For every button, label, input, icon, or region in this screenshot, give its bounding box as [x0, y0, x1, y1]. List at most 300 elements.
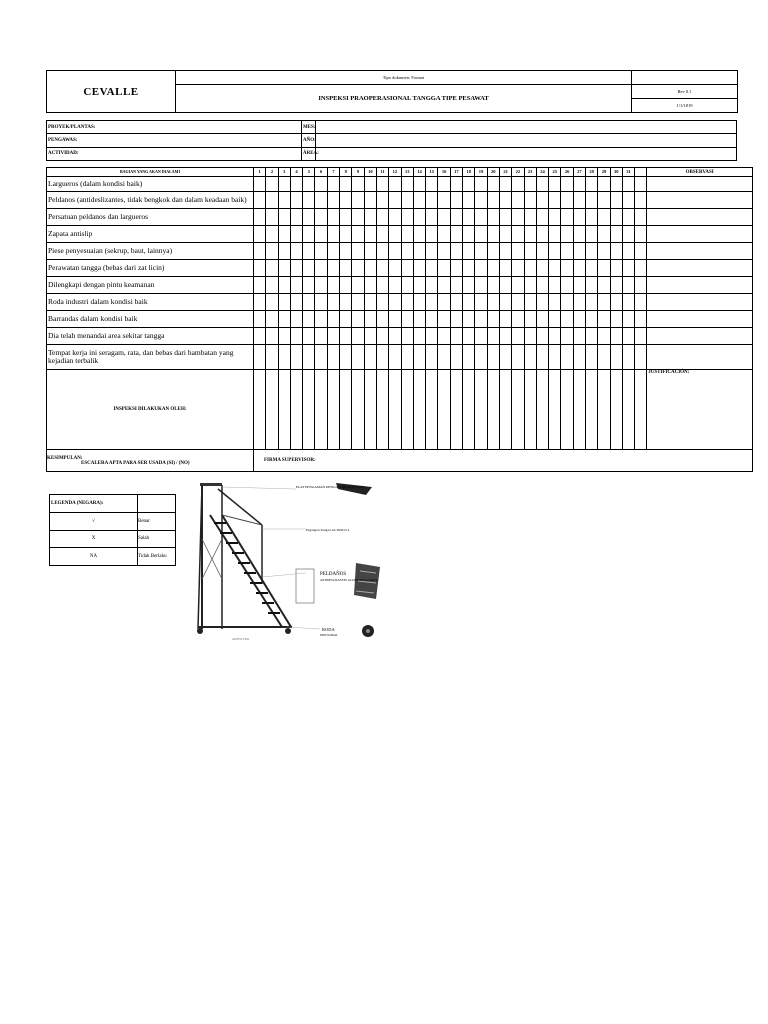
- day-check-cell[interactable]: [278, 226, 290, 243]
- day-check-cell[interactable]: [561, 226, 573, 243]
- day-check-cell[interactable]: [598, 226, 610, 243]
- day-check-cell[interactable]: [635, 328, 647, 345]
- day-check-cell[interactable]: [586, 192, 598, 209]
- day-check-cell[interactable]: [622, 243, 634, 260]
- day-check-cell[interactable]: [364, 226, 376, 243]
- day-check-cell[interactable]: [413, 277, 425, 294]
- day-check-cell[interactable]: [401, 226, 413, 243]
- day-check-cell[interactable]: [303, 177, 315, 192]
- day-check-cell[interactable]: [573, 294, 585, 311]
- day-check-cell[interactable]: [340, 277, 352, 294]
- day-check-cell[interactable]: [254, 226, 266, 243]
- day-check-cell[interactable]: [561, 209, 573, 226]
- day-check-cell[interactable]: [303, 294, 315, 311]
- day-check-cell[interactable]: [315, 192, 327, 209]
- inspector-signature-cell[interactable]: [327, 370, 339, 450]
- day-check-cell[interactable]: [290, 226, 302, 243]
- day-check-cell[interactable]: [266, 328, 278, 345]
- day-check-cell[interactable]: [364, 345, 376, 370]
- inspector-signature-cell[interactable]: [303, 370, 315, 450]
- observation-cell[interactable]: [647, 294, 753, 311]
- day-check-cell[interactable]: [315, 177, 327, 192]
- day-check-cell[interactable]: [499, 328, 511, 345]
- day-check-cell[interactable]: [524, 260, 536, 277]
- day-check-cell[interactable]: [586, 260, 598, 277]
- day-check-cell[interactable]: [487, 277, 499, 294]
- day-check-cell[interactable]: [438, 226, 450, 243]
- day-check-cell[interactable]: [376, 345, 388, 370]
- day-check-cell[interactable]: [340, 243, 352, 260]
- day-check-cell[interactable]: [303, 328, 315, 345]
- day-check-cell[interactable]: [487, 226, 499, 243]
- day-check-cell[interactable]: [512, 226, 524, 243]
- day-check-cell[interactable]: [561, 294, 573, 311]
- inspector-signature-cell[interactable]: [573, 370, 585, 450]
- day-check-cell[interactable]: [438, 192, 450, 209]
- day-check-cell[interactable]: [266, 294, 278, 311]
- day-check-cell[interactable]: [327, 192, 339, 209]
- day-check-cell[interactable]: [389, 277, 401, 294]
- day-check-cell[interactable]: [475, 192, 487, 209]
- day-check-cell[interactable]: [561, 243, 573, 260]
- day-check-cell[interactable]: [635, 277, 647, 294]
- day-check-cell[interactable]: [463, 209, 475, 226]
- day-check-cell[interactable]: [290, 209, 302, 226]
- day-check-cell[interactable]: [598, 177, 610, 192]
- day-check-cell[interactable]: [536, 209, 548, 226]
- day-check-cell[interactable]: [413, 192, 425, 209]
- day-check-cell[interactable]: [426, 226, 438, 243]
- day-check-cell[interactable]: [635, 294, 647, 311]
- day-check-cell[interactable]: [401, 294, 413, 311]
- observation-cell[interactable]: [647, 243, 753, 260]
- day-check-cell[interactable]: [622, 209, 634, 226]
- day-check-cell[interactable]: [438, 243, 450, 260]
- day-check-cell[interactable]: [524, 294, 536, 311]
- day-check-cell[interactable]: [254, 192, 266, 209]
- day-check-cell[interactable]: [290, 311, 302, 328]
- day-check-cell[interactable]: [413, 345, 425, 370]
- day-check-cell[interactable]: [376, 311, 388, 328]
- day-check-cell[interactable]: [278, 311, 290, 328]
- day-check-cell[interactable]: [586, 311, 598, 328]
- day-check-cell[interactable]: [413, 260, 425, 277]
- day-check-cell[interactable]: [475, 345, 487, 370]
- day-check-cell[interactable]: [401, 277, 413, 294]
- day-check-cell[interactable]: [413, 177, 425, 192]
- day-check-cell[interactable]: [413, 209, 425, 226]
- day-check-cell[interactable]: [573, 345, 585, 370]
- day-check-cell[interactable]: [438, 260, 450, 277]
- day-check-cell[interactable]: [266, 260, 278, 277]
- day-check-cell[interactable]: [573, 177, 585, 192]
- day-check-cell[interactable]: [463, 177, 475, 192]
- day-check-cell[interactable]: [327, 345, 339, 370]
- day-check-cell[interactable]: [376, 243, 388, 260]
- day-check-cell[interactable]: [376, 328, 388, 345]
- day-check-cell[interactable]: [622, 294, 634, 311]
- day-check-cell[interactable]: [401, 243, 413, 260]
- day-check-cell[interactable]: [315, 345, 327, 370]
- day-check-cell[interactable]: [475, 328, 487, 345]
- day-check-cell[interactable]: [278, 260, 290, 277]
- day-check-cell[interactable]: [499, 294, 511, 311]
- day-check-cell[interactable]: [303, 260, 315, 277]
- day-check-cell[interactable]: [573, 243, 585, 260]
- day-check-cell[interactable]: [450, 260, 462, 277]
- day-check-cell[interactable]: [512, 209, 524, 226]
- day-check-cell[interactable]: [364, 209, 376, 226]
- day-check-cell[interactable]: [549, 311, 561, 328]
- day-check-cell[interactable]: [376, 209, 388, 226]
- inspector-signature-cell[interactable]: [352, 370, 364, 450]
- day-check-cell[interactable]: [352, 277, 364, 294]
- day-check-cell[interactable]: [413, 294, 425, 311]
- day-check-cell[interactable]: [376, 192, 388, 209]
- day-check-cell[interactable]: [389, 294, 401, 311]
- day-check-cell[interactable]: [598, 345, 610, 370]
- day-check-cell[interactable]: [499, 209, 511, 226]
- day-check-cell[interactable]: [290, 260, 302, 277]
- day-check-cell[interactable]: [438, 311, 450, 328]
- day-check-cell[interactable]: [266, 192, 278, 209]
- day-check-cell[interactable]: [426, 192, 438, 209]
- day-check-cell[interactable]: [536, 177, 548, 192]
- day-check-cell[interactable]: [254, 294, 266, 311]
- day-check-cell[interactable]: [438, 277, 450, 294]
- day-check-cell[interactable]: [487, 311, 499, 328]
- day-check-cell[interactable]: [622, 277, 634, 294]
- day-check-cell[interactable]: [438, 328, 450, 345]
- day-check-cell[interactable]: [315, 277, 327, 294]
- day-check-cell[interactable]: [278, 209, 290, 226]
- day-check-cell[interactable]: [364, 260, 376, 277]
- inspector-signature-cell[interactable]: [561, 370, 573, 450]
- day-check-cell[interactable]: [352, 226, 364, 243]
- day-check-cell[interactable]: [586, 209, 598, 226]
- day-check-cell[interactable]: [254, 209, 266, 226]
- day-check-cell[interactable]: [475, 177, 487, 192]
- day-check-cell[interactable]: [327, 226, 339, 243]
- day-check-cell[interactable]: [266, 177, 278, 192]
- day-check-cell[interactable]: [278, 277, 290, 294]
- day-check-cell[interactable]: [536, 277, 548, 294]
- day-check-cell[interactable]: [364, 294, 376, 311]
- day-check-cell[interactable]: [327, 294, 339, 311]
- day-check-cell[interactable]: [487, 260, 499, 277]
- day-check-cell[interactable]: [524, 243, 536, 260]
- day-check-cell[interactable]: [290, 345, 302, 370]
- inspector-signature-cell[interactable]: [290, 370, 302, 450]
- day-check-cell[interactable]: [315, 294, 327, 311]
- inspector-signature-cell[interactable]: [254, 370, 266, 450]
- inspector-signature-cell[interactable]: [549, 370, 561, 450]
- day-check-cell[interactable]: [426, 294, 438, 311]
- day-check-cell[interactable]: [610, 192, 622, 209]
- day-check-cell[interactable]: [450, 328, 462, 345]
- day-check-cell[interactable]: [463, 345, 475, 370]
- day-check-cell[interactable]: [487, 192, 499, 209]
- day-check-cell[interactable]: [278, 345, 290, 370]
- day-check-cell[interactable]: [463, 328, 475, 345]
- day-check-cell[interactable]: [635, 177, 647, 192]
- day-check-cell[interactable]: [610, 177, 622, 192]
- day-check-cell[interactable]: [389, 177, 401, 192]
- day-check-cell[interactable]: [499, 243, 511, 260]
- day-check-cell[interactable]: [364, 311, 376, 328]
- day-check-cell[interactable]: [598, 311, 610, 328]
- day-check-cell[interactable]: [475, 294, 487, 311]
- day-check-cell[interactable]: [290, 192, 302, 209]
- day-check-cell[interactable]: [499, 311, 511, 328]
- day-check-cell[interactable]: [499, 177, 511, 192]
- inspector-signature-cell[interactable]: [487, 370, 499, 450]
- day-check-cell[interactable]: [352, 192, 364, 209]
- day-check-cell[interactable]: [635, 311, 647, 328]
- day-check-cell[interactable]: [450, 177, 462, 192]
- day-check-cell[interactable]: [635, 192, 647, 209]
- day-check-cell[interactable]: [512, 243, 524, 260]
- day-check-cell[interactable]: [586, 226, 598, 243]
- day-check-cell[interactable]: [376, 294, 388, 311]
- day-check-cell[interactable]: [376, 260, 388, 277]
- inspector-signature-cell[interactable]: [635, 370, 647, 450]
- day-check-cell[interactable]: [622, 345, 634, 370]
- day-check-cell[interactable]: [586, 294, 598, 311]
- day-check-cell[interactable]: [512, 177, 524, 192]
- day-check-cell[interactable]: [290, 177, 302, 192]
- day-check-cell[interactable]: [463, 277, 475, 294]
- day-check-cell[interactable]: [512, 294, 524, 311]
- day-check-cell[interactable]: [266, 277, 278, 294]
- day-check-cell[interactable]: [266, 311, 278, 328]
- day-check-cell[interactable]: [450, 277, 462, 294]
- day-check-cell[interactable]: [450, 209, 462, 226]
- day-check-cell[interactable]: [487, 209, 499, 226]
- inspector-signature-cell[interactable]: [598, 370, 610, 450]
- day-check-cell[interactable]: [401, 209, 413, 226]
- day-check-cell[interactable]: [536, 328, 548, 345]
- day-check-cell[interactable]: [413, 328, 425, 345]
- supervisor-signature-label[interactable]: FIRMA SUPERVISOR:: [254, 450, 753, 472]
- day-check-cell[interactable]: [401, 328, 413, 345]
- conclusion-cell[interactable]: [47, 450, 254, 472]
- day-check-cell[interactable]: [438, 294, 450, 311]
- day-check-cell[interactable]: [254, 328, 266, 345]
- day-check-cell[interactable]: [524, 226, 536, 243]
- day-check-cell[interactable]: [426, 345, 438, 370]
- day-check-cell[interactable]: [278, 294, 290, 311]
- day-check-cell[interactable]: [327, 328, 339, 345]
- day-check-cell[interactable]: [413, 243, 425, 260]
- day-check-cell[interactable]: [536, 311, 548, 328]
- observation-cell[interactable]: [647, 260, 753, 277]
- observation-cell[interactable]: [647, 345, 753, 370]
- inspector-signature-cell[interactable]: [586, 370, 598, 450]
- day-check-cell[interactable]: [327, 177, 339, 192]
- day-check-cell[interactable]: [622, 328, 634, 345]
- day-check-cell[interactable]: [536, 192, 548, 209]
- day-check-cell[interactable]: [340, 294, 352, 311]
- day-check-cell[interactable]: [499, 345, 511, 370]
- day-check-cell[interactable]: [254, 243, 266, 260]
- day-check-cell[interactable]: [315, 209, 327, 226]
- day-check-cell[interactable]: [573, 209, 585, 226]
- day-check-cell[interactable]: [303, 277, 315, 294]
- day-check-cell[interactable]: [573, 226, 585, 243]
- inspector-signature-cell[interactable]: [364, 370, 376, 450]
- day-check-cell[interactable]: [364, 243, 376, 260]
- day-check-cell[interactable]: [512, 277, 524, 294]
- day-check-cell[interactable]: [254, 260, 266, 277]
- day-check-cell[interactable]: [327, 277, 339, 294]
- day-check-cell[interactable]: [254, 177, 266, 192]
- day-check-cell[interactable]: [463, 226, 475, 243]
- day-check-cell[interactable]: [315, 226, 327, 243]
- day-check-cell[interactable]: [487, 243, 499, 260]
- day-check-cell[interactable]: [303, 345, 315, 370]
- day-check-cell[interactable]: [573, 192, 585, 209]
- day-check-cell[interactable]: [499, 260, 511, 277]
- day-check-cell[interactable]: [475, 260, 487, 277]
- observation-cell[interactable]: [647, 328, 753, 345]
- day-check-cell[interactable]: [598, 209, 610, 226]
- inspector-signature-cell[interactable]: [450, 370, 462, 450]
- day-check-cell[interactable]: [364, 328, 376, 345]
- day-check-cell[interactable]: [352, 311, 364, 328]
- day-check-cell[interactable]: [340, 226, 352, 243]
- day-check-cell[interactable]: [463, 192, 475, 209]
- day-check-cell[interactable]: [598, 294, 610, 311]
- day-check-cell[interactable]: [561, 192, 573, 209]
- day-check-cell[interactable]: [610, 277, 622, 294]
- day-check-cell[interactable]: [340, 177, 352, 192]
- day-check-cell[interactable]: [524, 177, 536, 192]
- day-check-cell[interactable]: [512, 345, 524, 370]
- day-check-cell[interactable]: [426, 277, 438, 294]
- area-field[interactable]: [316, 147, 737, 160]
- day-check-cell[interactable]: [376, 177, 388, 192]
- day-check-cell[interactable]: [266, 243, 278, 260]
- day-check-cell[interactable]: [561, 177, 573, 192]
- day-check-cell[interactable]: [389, 192, 401, 209]
- day-check-cell[interactable]: [524, 311, 536, 328]
- day-check-cell[interactable]: [352, 177, 364, 192]
- day-check-cell[interactable]: [389, 209, 401, 226]
- day-check-cell[interactable]: [499, 226, 511, 243]
- day-check-cell[interactable]: [278, 177, 290, 192]
- inspector-signature-cell[interactable]: [524, 370, 536, 450]
- day-check-cell[interactable]: [512, 328, 524, 345]
- day-check-cell[interactable]: [352, 345, 364, 370]
- day-check-cell[interactable]: [635, 260, 647, 277]
- day-check-cell[interactable]: [450, 226, 462, 243]
- day-check-cell[interactable]: [622, 226, 634, 243]
- day-check-cell[interactable]: [549, 277, 561, 294]
- day-check-cell[interactable]: [549, 294, 561, 311]
- day-check-cell[interactable]: [487, 345, 499, 370]
- inspector-signature-cell[interactable]: [536, 370, 548, 450]
- day-check-cell[interactable]: [622, 260, 634, 277]
- day-check-cell[interactable]: [475, 311, 487, 328]
- day-check-cell[interactable]: [549, 260, 561, 277]
- day-check-cell[interactable]: [610, 209, 622, 226]
- day-check-cell[interactable]: [549, 243, 561, 260]
- day-check-cell[interactable]: [524, 209, 536, 226]
- day-check-cell[interactable]: [426, 243, 438, 260]
- day-check-cell[interactable]: [475, 277, 487, 294]
- inspector-signature-cell[interactable]: [499, 370, 511, 450]
- day-check-cell[interactable]: [352, 260, 364, 277]
- day-check-cell[interactable]: [266, 345, 278, 370]
- day-check-cell[interactable]: [549, 328, 561, 345]
- day-check-cell[interactable]: [586, 345, 598, 370]
- day-check-cell[interactable]: [438, 177, 450, 192]
- observation-cell[interactable]: [647, 311, 753, 328]
- day-check-cell[interactable]: [561, 277, 573, 294]
- day-check-cell[interactable]: [573, 328, 585, 345]
- day-check-cell[interactable]: [573, 311, 585, 328]
- day-check-cell[interactable]: [426, 328, 438, 345]
- inspector-signature-cell[interactable]: [376, 370, 388, 450]
- inspector-signature-cell[interactable]: [266, 370, 278, 450]
- day-check-cell[interactable]: [352, 328, 364, 345]
- day-check-cell[interactable]: [426, 177, 438, 192]
- day-check-cell[interactable]: [290, 294, 302, 311]
- day-check-cell[interactable]: [376, 226, 388, 243]
- day-check-cell[interactable]: [278, 328, 290, 345]
- day-check-cell[interactable]: [487, 294, 499, 311]
- day-check-cell[interactable]: [499, 192, 511, 209]
- day-check-cell[interactable]: [487, 328, 499, 345]
- day-check-cell[interactable]: [290, 277, 302, 294]
- day-check-cell[interactable]: [327, 260, 339, 277]
- day-check-cell[interactable]: [610, 294, 622, 311]
- day-check-cell[interactable]: [610, 243, 622, 260]
- inspector-signature-cell[interactable]: [389, 370, 401, 450]
- day-check-cell[interactable]: [303, 243, 315, 260]
- day-check-cell[interactable]: [610, 260, 622, 277]
- day-check-cell[interactable]: [315, 243, 327, 260]
- day-check-cell[interactable]: [364, 192, 376, 209]
- day-check-cell[interactable]: [622, 311, 634, 328]
- day-check-cell[interactable]: [327, 311, 339, 328]
- inspector-signature-cell[interactable]: [475, 370, 487, 450]
- day-check-cell[interactable]: [499, 277, 511, 294]
- day-check-cell[interactable]: [315, 328, 327, 345]
- day-check-cell[interactable]: [635, 243, 647, 260]
- day-check-cell[interactable]: [549, 192, 561, 209]
- observation-cell[interactable]: [647, 192, 753, 209]
- day-check-cell[interactable]: [340, 260, 352, 277]
- observation-cell[interactable]: [647, 177, 753, 192]
- day-check-cell[interactable]: [573, 260, 585, 277]
- inspector-signature-cell[interactable]: [315, 370, 327, 450]
- day-check-cell[interactable]: [561, 260, 573, 277]
- day-check-cell[interactable]: [278, 243, 290, 260]
- day-check-cell[interactable]: [536, 226, 548, 243]
- day-check-cell[interactable]: [340, 209, 352, 226]
- day-check-cell[interactable]: [266, 209, 278, 226]
- day-check-cell[interactable]: [426, 260, 438, 277]
- day-check-cell[interactable]: [438, 345, 450, 370]
- day-check-cell[interactable]: [586, 177, 598, 192]
- day-check-cell[interactable]: [598, 243, 610, 260]
- inspector-signature-cell[interactable]: [413, 370, 425, 450]
- day-check-cell[interactable]: [278, 192, 290, 209]
- day-check-cell[interactable]: [303, 209, 315, 226]
- day-check-cell[interactable]: [622, 192, 634, 209]
